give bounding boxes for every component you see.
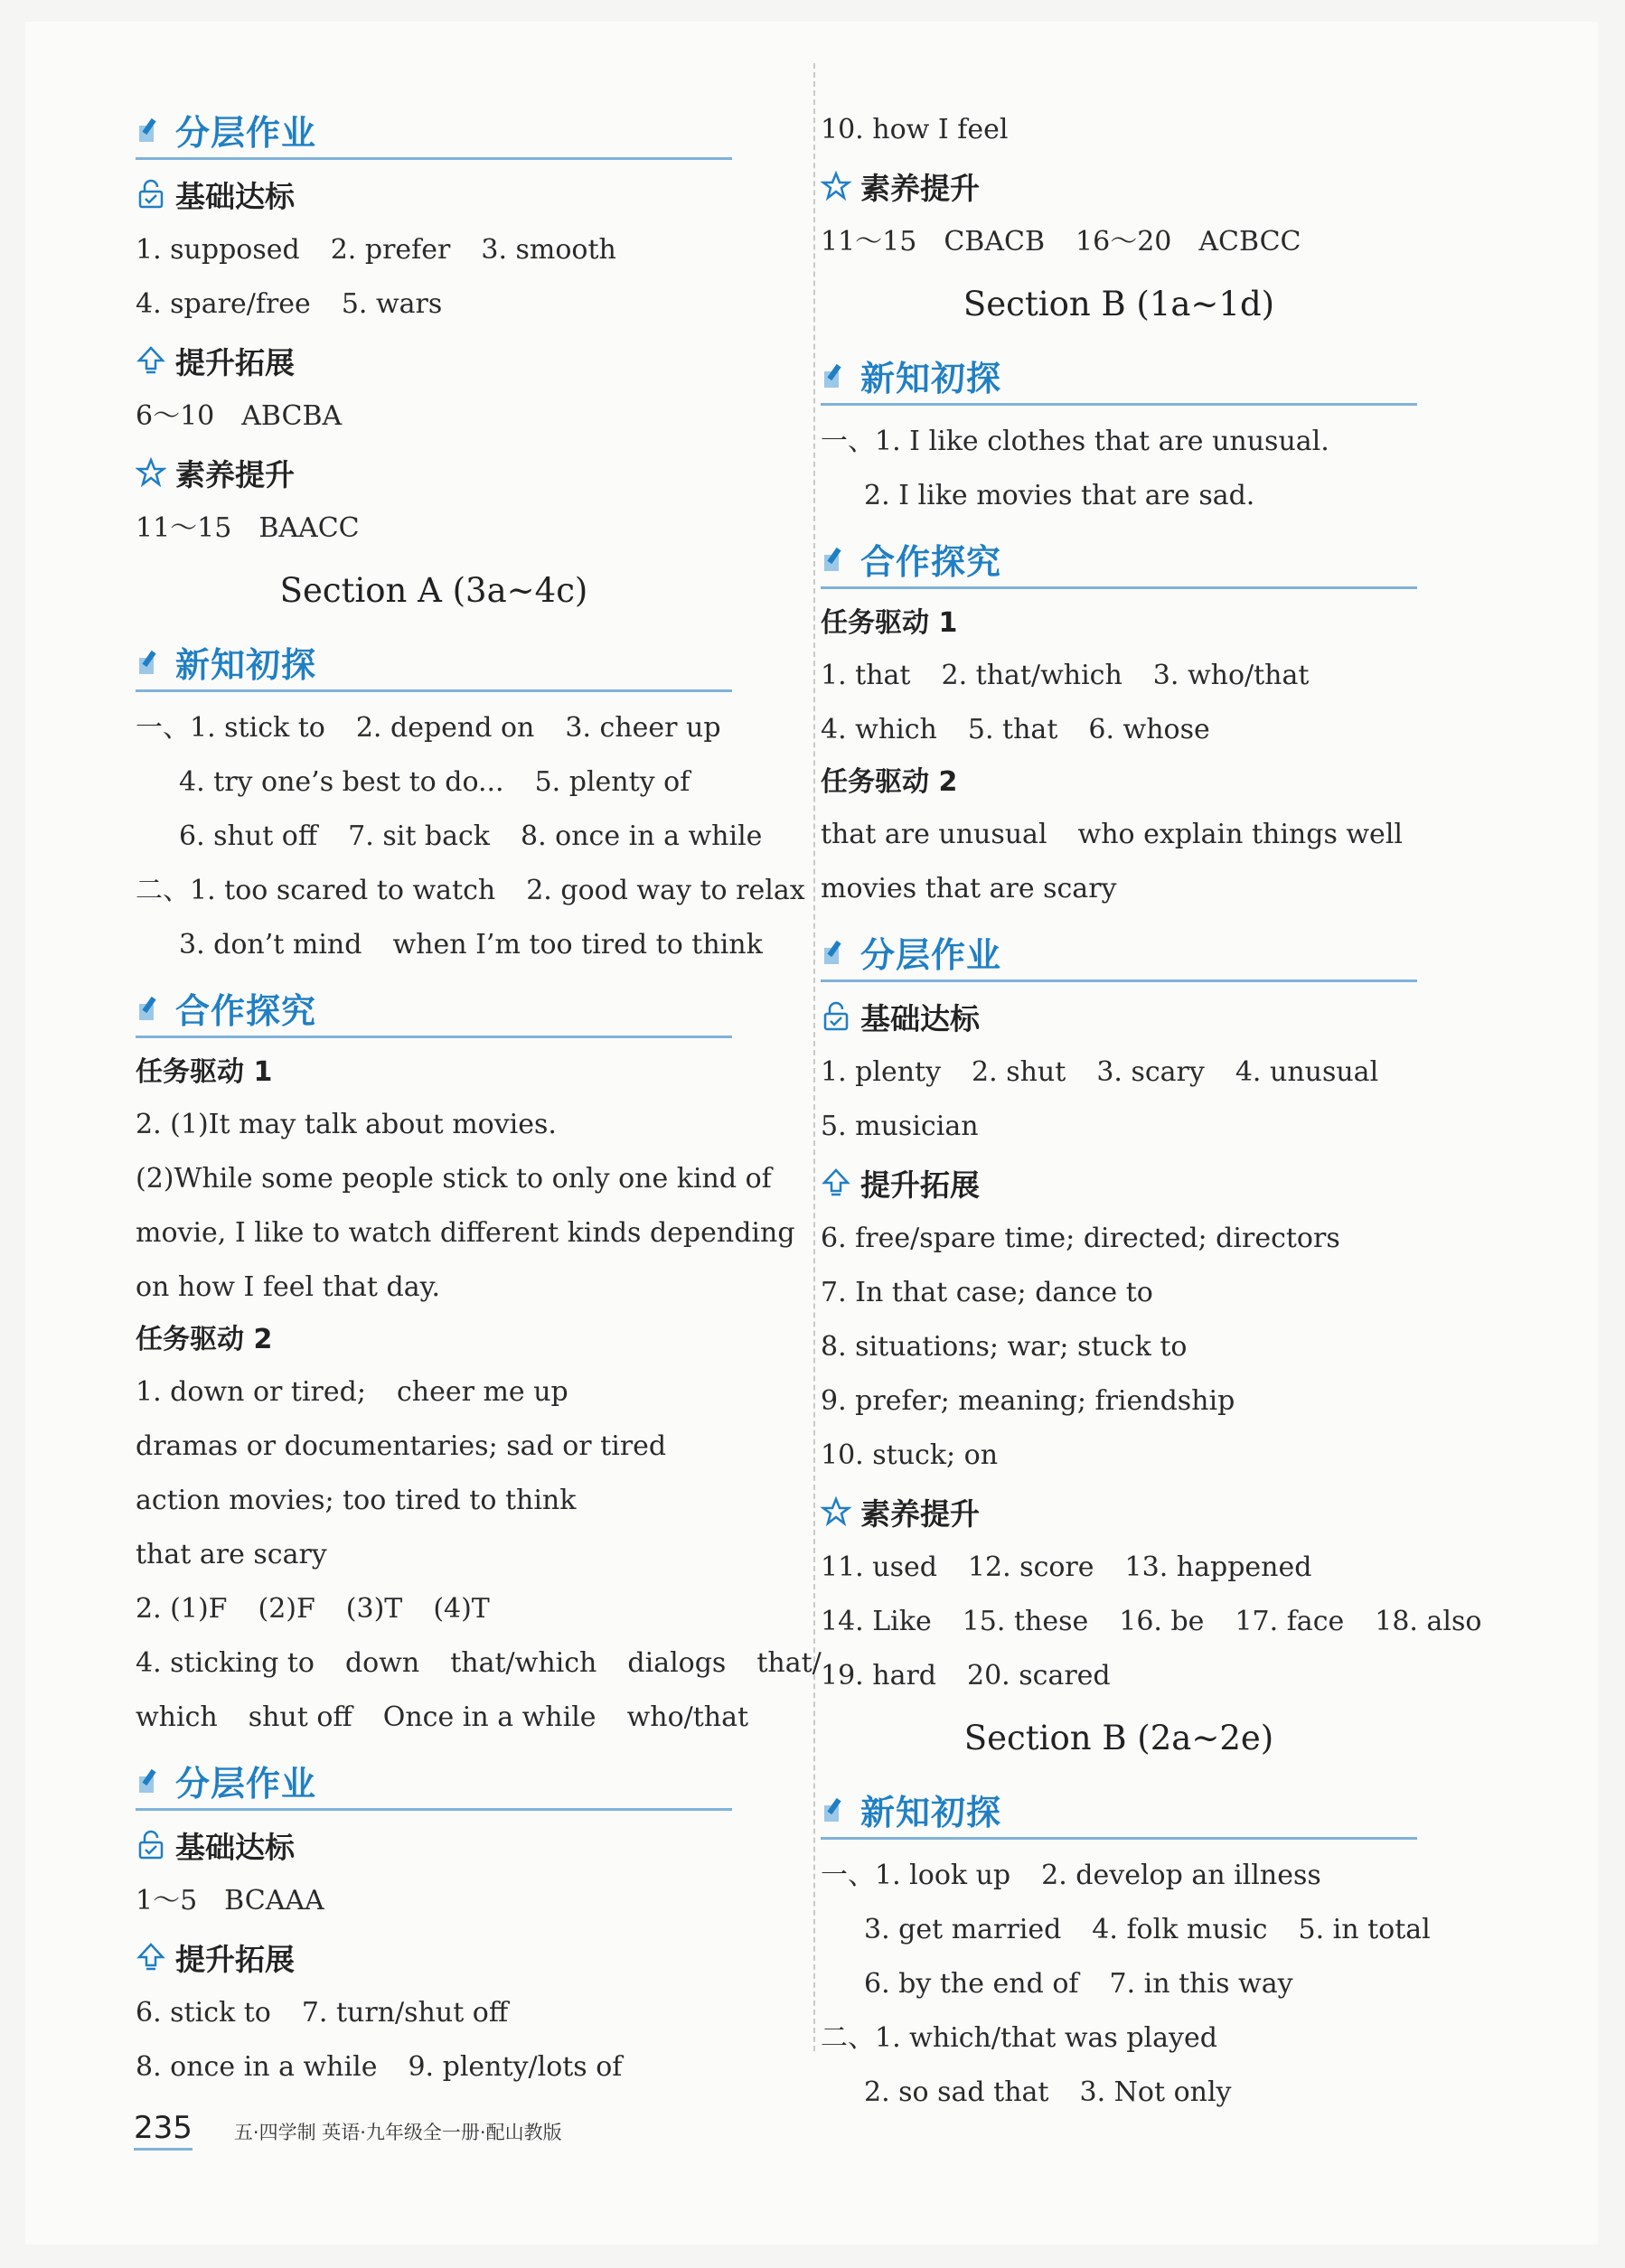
subheader-basic: 基础达标 xyxy=(136,169,786,220)
task-label: 任务驱动 1 xyxy=(136,1056,273,1088)
section-header-new-knowledge: 新知初探 xyxy=(136,633,732,692)
pencil-book-icon xyxy=(136,113,168,145)
pencil-book-icon xyxy=(136,645,168,678)
footer-text: 五·四学制 英语·九年级全一册·配山教版 xyxy=(233,2122,562,2143)
pencil-book-icon xyxy=(136,991,168,1024)
pencil-book-icon xyxy=(821,542,853,575)
answer-line: 8. situations; war; stuck to xyxy=(821,1331,1188,1363)
section-header-layered-homework: 分层作业 xyxy=(136,1752,732,1811)
pencil-book-icon xyxy=(821,1793,853,1825)
answer-line: 10. how I feel xyxy=(821,114,1009,145)
section-header-cooperation: 合作探究 xyxy=(136,979,732,1038)
answer-line: 一、1. I like clothes that are unusual. xyxy=(821,426,1329,457)
subheader-literacy: 素养提升 xyxy=(821,161,1462,211)
section-title-a: Section A (3a~4c) xyxy=(279,571,588,610)
answer-line: 2. (1)It may talk about movies. xyxy=(136,1109,557,1140)
section-title-b1: Section B (1a~1d) xyxy=(963,285,1275,323)
task-label: 任务驱动 1 xyxy=(821,607,958,639)
subheader-extend: 提升拓展 xyxy=(136,1932,786,1982)
pencil-book-icon xyxy=(821,359,853,391)
answer-line: that are scary xyxy=(136,1539,327,1570)
answer-line: 6. stick to 7. turn/shut off xyxy=(136,1997,509,2029)
section-title-b2: Section B (2a~2e) xyxy=(963,1719,1274,1757)
star-icon xyxy=(821,171,851,201)
answer-line: on how I feel that day. xyxy=(136,1271,441,1303)
answer-line: 7. In that case; dance to xyxy=(821,1277,1153,1308)
answer-line: 4. try one’s best to do... 5. plenty of xyxy=(179,766,690,798)
pencil-book-icon xyxy=(136,1764,168,1796)
section-header-layered-homework xyxy=(136,101,732,160)
subheader-literacy: 素养提升 xyxy=(821,1486,1462,1537)
answer-line: 6. free/spare time; directed; directors xyxy=(821,1223,1340,1254)
answer-line: dramas or documentaries; sad or tired xyxy=(136,1430,667,1462)
lock-check-icon xyxy=(821,1001,851,1032)
answer-line: 1. plenty 2. shut 3. scary 4. unusual xyxy=(821,1056,1379,1088)
pencil-book-icon xyxy=(821,935,853,968)
up-arrow-icon xyxy=(136,345,166,376)
page-number: 235 xyxy=(134,2110,193,2151)
up-arrow-icon xyxy=(136,1942,166,1973)
answer-line: 11～15 BAACC xyxy=(136,512,360,544)
subheader-basic: 基础达标 xyxy=(821,991,1462,1042)
answer-line: 一、1. look up 2. develop an illness xyxy=(821,1860,1321,1891)
section-title: 分层作业 xyxy=(175,112,317,153)
answer-line: 14. Like 15. these 16. be 17. face 18. also xyxy=(821,1606,1482,1637)
task-label: 任务驱动 2 xyxy=(136,1324,273,1355)
right-column xyxy=(803,103,1482,2120)
section-header-new-knowledge: 新知初探 xyxy=(821,347,1417,406)
answer-line: movie, I like to watch different kinds depending xyxy=(136,1217,795,1249)
answer-line: 1. down or tired; cheer me up xyxy=(136,1376,568,1408)
answer-line: (2)While some people stick to only one kind of xyxy=(136,1163,772,1195)
answer-line: 3. get married 4. folk music 5. in total xyxy=(864,1914,1431,1945)
answer-line: movies that are scary xyxy=(821,873,1117,904)
answer-line: that are unusual who explain things well xyxy=(821,819,1404,850)
answer-line: 5. musician xyxy=(821,1111,979,1142)
lock-check-icon xyxy=(136,1830,166,1860)
answer-line: 6. by the end of 7. in this way xyxy=(864,1968,1293,2000)
star-icon xyxy=(821,1496,851,1527)
answer-line: 11. used 12. score 13. happened xyxy=(821,1551,1312,1583)
lock-check-icon xyxy=(136,179,166,210)
answer-line: which shut off Once in a while who/that xyxy=(136,1701,749,1733)
answer-line: 11～15 CBACB 16～20 ACBCC xyxy=(821,226,1301,258)
subheader-extend: 提升拓展 xyxy=(821,1157,1462,1208)
page-footer xyxy=(134,2110,562,2151)
subheader-literacy: 素养提升 xyxy=(136,447,786,498)
answer-line: 19. hard 20. scared xyxy=(821,1660,1111,1692)
star-icon xyxy=(136,457,166,488)
answer-line: 3. don’t mind when I’m too tired to think xyxy=(179,929,763,961)
up-arrow-icon xyxy=(821,1167,851,1198)
answer-line: 1. that 2. that/which 3. who/that xyxy=(821,660,1310,691)
task-label: 任务驱动 2 xyxy=(821,766,958,798)
answer-line: 2. (1)F (2)F (3)T (4)T xyxy=(136,1593,490,1625)
section-header-cooperation: 合作探究 xyxy=(821,530,1417,589)
subheader-extend: 提升拓展 xyxy=(136,335,786,386)
answer-line: 4. spare/free 5. wars xyxy=(136,288,443,320)
answer-line: 6. shut off 7. sit back 8. once in a while xyxy=(179,820,763,852)
answer-line: 4. sticking to down that/which dialogs that/ xyxy=(136,1647,822,1679)
answer-line: action movies; too tired to think xyxy=(136,1485,577,1516)
answer-line: 一、1. stick to 2. depend on 3. cheer up xyxy=(136,712,721,744)
answer-line: 10. stuck; on xyxy=(821,1439,999,1471)
answer-line: 二、1. which/that was played xyxy=(821,2022,1217,2054)
answer-line: 二、1. too scared to watch 2. good way to relax xyxy=(136,875,805,906)
answer-line: 2. so sad that 3. Not only xyxy=(864,2076,1232,2108)
answer-line: 4. which 5. that 6. whose xyxy=(821,714,1210,745)
answer-line: 9. prefer; meaning; friendship xyxy=(821,1385,1235,1417)
section-header-new-knowledge: 新知初探 xyxy=(821,1781,1417,1840)
section-header-layered-homework: 分层作业 xyxy=(821,923,1417,982)
answer-line: 1. supposed 2. prefer 3. smooth xyxy=(136,234,616,266)
subheader-basic: 基础达标 xyxy=(136,1820,786,1870)
answer-line: 8. once in a while 9. plenty/lots of xyxy=(136,2051,623,2083)
left-column xyxy=(136,94,822,2095)
answer-line: 2. I like movies that are sad. xyxy=(864,480,1255,511)
answer-line: 6～10 ABCBA xyxy=(136,400,343,432)
answer-line: 1～5 BCAAA xyxy=(136,1885,324,1917)
